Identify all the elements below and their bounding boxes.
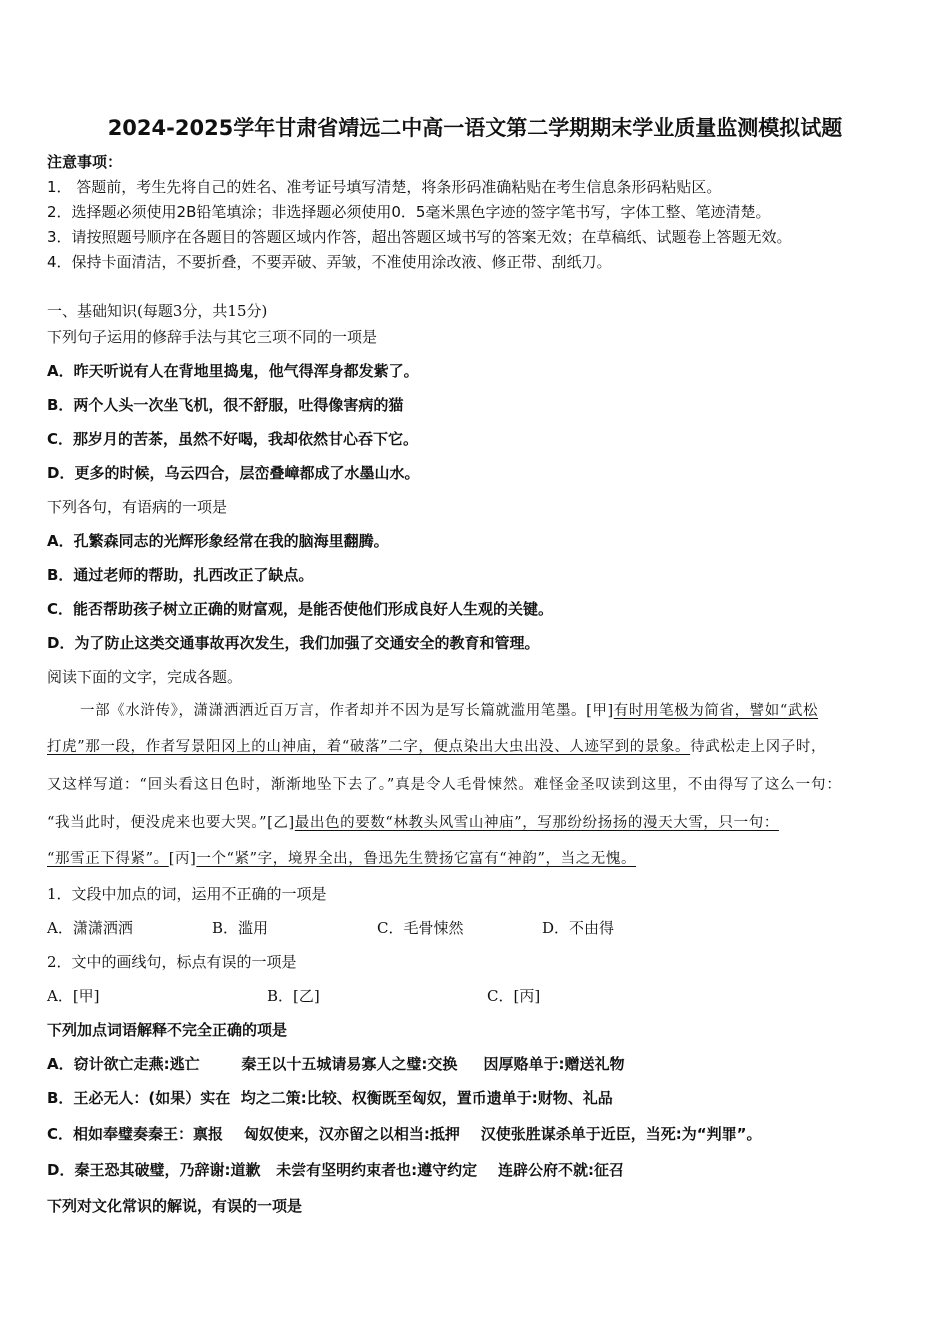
section-heading: 一、基础知识(每题3分，共15分) bbox=[47, 302, 268, 320]
passage-line-5 bbox=[47, 849, 636, 869]
page-title: 2024-2025学年甘肃省靖远二中高一语文第二学期期末学业质量监测模拟试题 bbox=[107, 116, 843, 140]
q3-sub1-option-b: B．滥用 bbox=[212, 919, 269, 937]
q5-stem: 下列对文化常识的解说，有误的一项是 bbox=[47, 1197, 303, 1215]
q1-option-c: C．那岁月的苦茶，虽然不好喝，我却依然甘心吞下它。 bbox=[47, 430, 419, 448]
q3-intro: 阅读下面的文字，完成各题。 bbox=[47, 668, 243, 686]
passage-underlined-text: 一个“紧”字，境界全出，鲁迅先生赞扬它富有“神韵”，当之无愧。 bbox=[196, 851, 637, 867]
q1-option-a: A．昨天听说有人在背地里捣鬼，他气得浑身都发紫了。 bbox=[47, 362, 419, 380]
passage-line-3: 又这样写道：“回头看这日色时，渐渐地坠下去了。”真是令人毛骨悚然。难怪金圣叹读到这里，不由得写了这么一句： bbox=[47, 777, 842, 793]
q4-option-d: D．秦王恐其破璧，乃辞谢:道歉 未尝有坚明约束者也:遵守约定 连辟公府不就:征召 bbox=[47, 1161, 625, 1179]
q4-stem: 下列加点词语解释不完全正确的项是 bbox=[47, 1021, 288, 1039]
notice-item-1: 1． 答题前，考生先将自己的姓名、准考证号填写清楚，将条形码准确粘贴在考生信息条形码粘贴区。 bbox=[47, 178, 722, 196]
q1-stem: 下列句子运用的修辞手法与其它三项不同的一项是 bbox=[47, 328, 378, 346]
passage-underlined-text: “那雪正下得紧”。 bbox=[47, 851, 169, 867]
passage-text: “我当此时，便没虎来也要大哭。”[乙] bbox=[47, 815, 295, 831]
q2-stem: 下列各句，有语病的一项是 bbox=[47, 498, 228, 516]
passage-line-1 bbox=[80, 701, 818, 721]
notice-item-2: 2．选择题必须使用2B铅笔填涂；非选择题必须使用0．5毫米黑色字迹的签字笔书写，字体工整、笔迹清楚。 bbox=[47, 203, 771, 221]
q2-option-c: C．能否帮助孩子树立正确的财富观，是能否使他们形成良好人生观的关键。 bbox=[47, 600, 554, 618]
q4-option-c: C．相如奉璧奏秦王：禀报 匈奴使来，汉亦留之以相当:抵押 汉使张胜谋杀单于近臣，当死:为“判罪”。 bbox=[47, 1125, 762, 1143]
q4-option-a: A．窃计欲亡走燕:逃亡 秦王以十五城请易寡人之璧:交换 因厚赂单于:赠送礼物 bbox=[47, 1055, 625, 1073]
q2-option-a: A．孔繁森同志的光辉形象经常在我的脑海里翻腾。 bbox=[47, 532, 389, 550]
passage-text: 待武松走上冈子时， bbox=[690, 739, 827, 755]
passage-text: [丙] bbox=[168, 851, 197, 867]
q2-option-b: B．通过老师的帮助，扎西改正了缺点。 bbox=[47, 566, 314, 584]
q1-option-d: D．更多的时候，乌云四合，层峦叠嶂都成了水墨山水。 bbox=[47, 464, 420, 482]
q3-sub2-option-a: A．[甲] bbox=[47, 987, 100, 1005]
q3-sub1-stem: 1．文段中加点的词，运用不正确的一项是 bbox=[47, 885, 327, 903]
q3-sub1-option-d: D．不由得 bbox=[542, 919, 615, 937]
passage-underlined-text: 有时用笔极为简省，譬如“武松 bbox=[613, 703, 819, 719]
passage-underlined-text: 最出色的要数“林教头风雪山神庙”，写那纷纷扬扬的漫天大雪，只一句： bbox=[294, 815, 779, 831]
q3-sub2-option-b: B．[乙] bbox=[267, 987, 320, 1005]
notice-heading: 注意事项： bbox=[47, 153, 123, 171]
passage-line-4 bbox=[47, 813, 779, 833]
q3-sub2-stem: 2．文中的画线句，标点有误的一项是 bbox=[47, 953, 297, 971]
passage-underlined-text: 打虎”那一段，作者写景阳冈上的山神庙，着“破落”二字，便点染出大虫出没、人迹罕到的景象。 bbox=[47, 739, 691, 755]
passage-text: 一部《水浒传》，潇潇洒洒近百万言，作者却并不因为是写长篇就滥用笔墨。[甲] bbox=[80, 703, 614, 719]
q4-option-b: B．王必无人：(如果）实在 均之二策:比较、权衡既至匈奴，置币遗单于:财物、礼品 bbox=[47, 1089, 613, 1107]
notice-item-4: 4．保持卡面清洁，不要折叠，不要弄破、弄皱，不准使用涂改液、修正带、刮纸刀。 bbox=[47, 253, 612, 271]
q2-option-d: D．为了防止这类交通事故再次发生，我们加强了交通安全的教育和管理。 bbox=[47, 634, 540, 652]
q3-sub1-option-a: A．潇潇洒洒 bbox=[47, 919, 133, 937]
passage-line-2 bbox=[47, 737, 826, 757]
q3-sub2-option-c: C．[丙] bbox=[487, 987, 541, 1005]
q3-sub1-option-c: C．毛骨悚然 bbox=[377, 919, 464, 937]
q1-option-b: B．两个人头一次坐飞机，很不舒服，吐得像害病的猫 bbox=[47, 396, 404, 414]
notice-item-3: 3．请按照题号顺序在各题目的答题区域内作答，超出答题区域书写的答案无效；在草稿纸、试题卷上答题无效。 bbox=[47, 228, 792, 246]
